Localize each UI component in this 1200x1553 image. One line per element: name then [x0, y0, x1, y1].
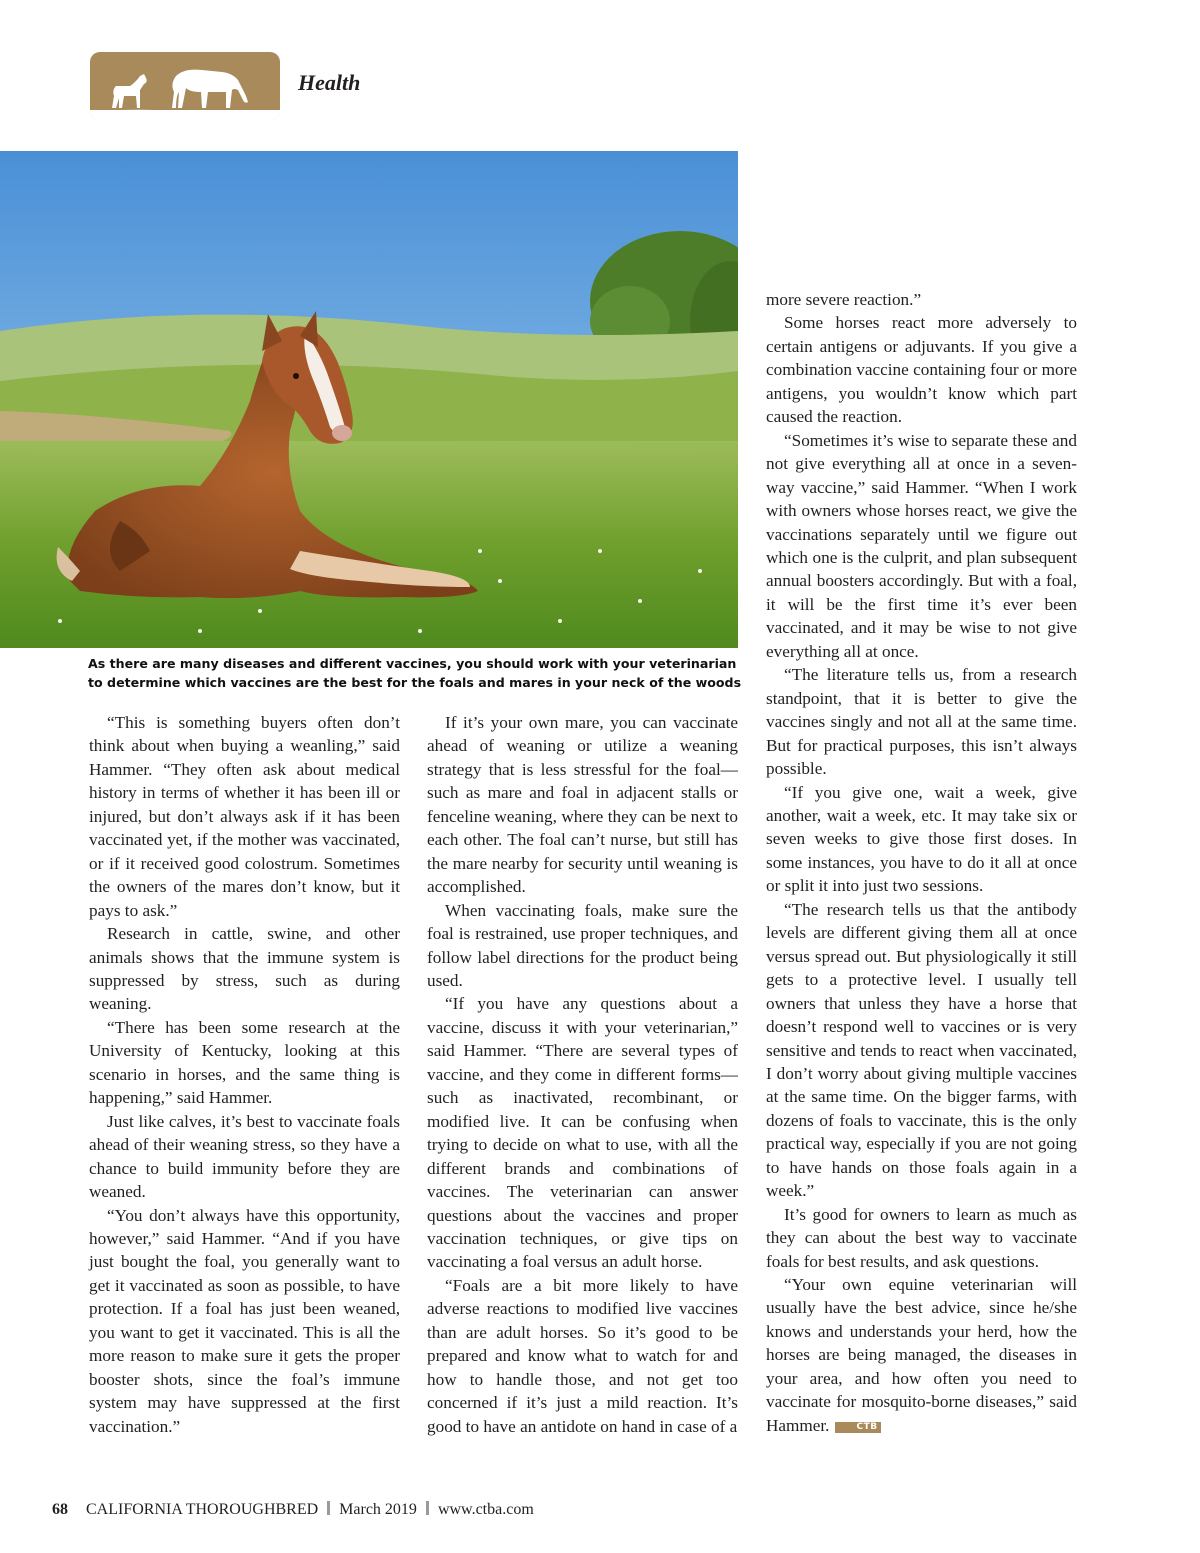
paragraph: “Sometimes it’s wise to separate these and not give everything all at once in a seven-way vaccine,” said Hammer. “When I work with owners whose horses react, we give the vaccinations separately until we figure out which one is the culprit, and plan subsequent annual boosters accordingly. But with a foal, it will be the first time it’s ever been vaccinated, and it may be wise to not give everything all at once. [766, 430, 1077, 661]
paragraph-text: “Your own equine veterinarian will usually have the best advice, since he/she knows and understands your herd, how the horses are being managed, the diseases in your area, and how often you need to vaccinate for mosquito-borne diseases,” said Hammer. [766, 1275, 1077, 1435]
paragraph: “The research tells us that the antibody levels are different giving them all at once versus spread out. But physiologically it still gets to a protective level. I usually tell owners that unless they have a horse that doesn’t respond well to vaccines or is very sensitive and tends to react when vaccinated, I don’t worry about giving multiple vaccines at the same time. On the bigger farms, with dozens of foals to vaccinate, this is the only practical way, especially if you are not going to have hands on those foals again in a week.” [766, 899, 1077, 1201]
photo-caption [88, 654, 742, 692]
paragraph: more severe reaction.” [766, 290, 922, 309]
paragraph [766, 1273, 1077, 1437]
article-column-2 [427, 711, 738, 1438]
paragraph: “If you give one, wait a week, give another, wait a week, etc. It may take six or seven weeks to give those first doses. In some instances, you have to do it all at once or split it into just two sessions. [766, 782, 1077, 896]
paragraph: When vaccinating foals, make sure the foal is restrained, use proper techniques, and follow label directions for the product being used. [427, 900, 738, 990]
article-column-3 [766, 288, 1077, 1437]
paragraph: “The literature tells us, from a research standpoint, that it is better to give the vaccines singly and not all at the same time. But for practical purposes, this isn’t always possible. [766, 665, 1077, 779]
paragraph: Some horses react more adversely to certain antigens or adjuvants. If you give a combination vaccine containing four or more antigens, you wouldn’t know which part caused the reaction. [766, 313, 1077, 427]
caption-line: As there are many diseases and different vaccines, you should work with your veterinarian [88, 656, 737, 671]
website-link[interactable]: www.ctba.com [437, 1501, 534, 1518]
issue-date: March 2019 [339, 1501, 417, 1518]
foal-photo [0, 151, 738, 648]
article-column-1 [89, 711, 400, 1438]
paragraph: “There has been some research at the University of Kentucky, looking at this scenario in horses, and the same thing is happening,” said Hammer. [89, 1017, 400, 1108]
paragraph: “This is something buyers often don’t think about when buying a weanling,” said Hammer. “They often ask about medical history in terms of whether it has been ill or injured, but don’t always ask if it has been vaccinated yet, if the mother was vaccinated, or if it received good colostrum. Sometimes the owners of the mares don’t know, but it pays to ask.” [89, 713, 400, 920]
end-mark: CTB [835, 1422, 880, 1433]
section-title: Health [298, 70, 361, 95]
paragraph: “You don’t always have this opportunity, however,” said Hammer. “And if you have just bought the foal, you generally want to get it vaccinated as soon as possible, to have protection. If a foal has just been weaned, you want to get it vaccinated. This is all the more reason to make sure it gets the proper booster shots, since the foal’s immune system may have suppressed at the first vaccination.” [89, 1205, 400, 1436]
page-footer [52, 1501, 534, 1519]
horse-and-foal-icon [90, 52, 280, 120]
caption-line: to determine which vaccines are the best for the foals and mares in your neck of the woods [88, 675, 742, 690]
section-logo [90, 52, 280, 120]
paragraph: Just like calves, it’s best to vaccinate foals ahead of their weaning stress, so they have a chance to build immunity before they are weaned. [89, 1111, 400, 1202]
paragraph: Research in cattle, swine, and other animals shows that the immune system is suppressed by stress, such as during weaning. [89, 924, 400, 1014]
page-number: 68 [52, 1501, 68, 1518]
paragraph: “If you have any questions about a vaccine, discuss it with your veterinarian,” said Hammer. “There are several types of vaccine, and they come in different forms—such as inactivated, recombinant, or modified live. It can be confusing when trying to decide on what to use, with all the different brands and combinations of vaccines. The veterinarian can answer questions about the vaccines and proper vaccination techniques, or give tips on vaccinating a foal versus an adult horse. [427, 994, 738, 1272]
paragraph: It’s good for owners to learn as much as they can about the best way to vaccinate foals for best results, and ask questions. [766, 1204, 1077, 1271]
publication-name: CALIFORNIA THOROUGHBRED [86, 1501, 319, 1518]
divider [327, 1501, 330, 1515]
divider [426, 1501, 429, 1515]
paragraph: “Foals are a bit more likely to have adverse reactions to modified live vaccines than are adult horses. So it’s good to be prepared and know what to watch for and how to handle those, and not get too concerned if it’s just a mild reaction. It’s good to have an antidote on hand in case of a [427, 1275, 738, 1436]
paragraph: If it’s your own mare, you can vaccinate ahead of weaning or utilize a weaning strategy that is less stressful for the foal—such as mare and foal in adjacent stalls or fenceline weaning, where they can be next to each other. The foal can’t nurse, but still has the mare nearby for security until weaning is accomplished. [427, 713, 738, 897]
